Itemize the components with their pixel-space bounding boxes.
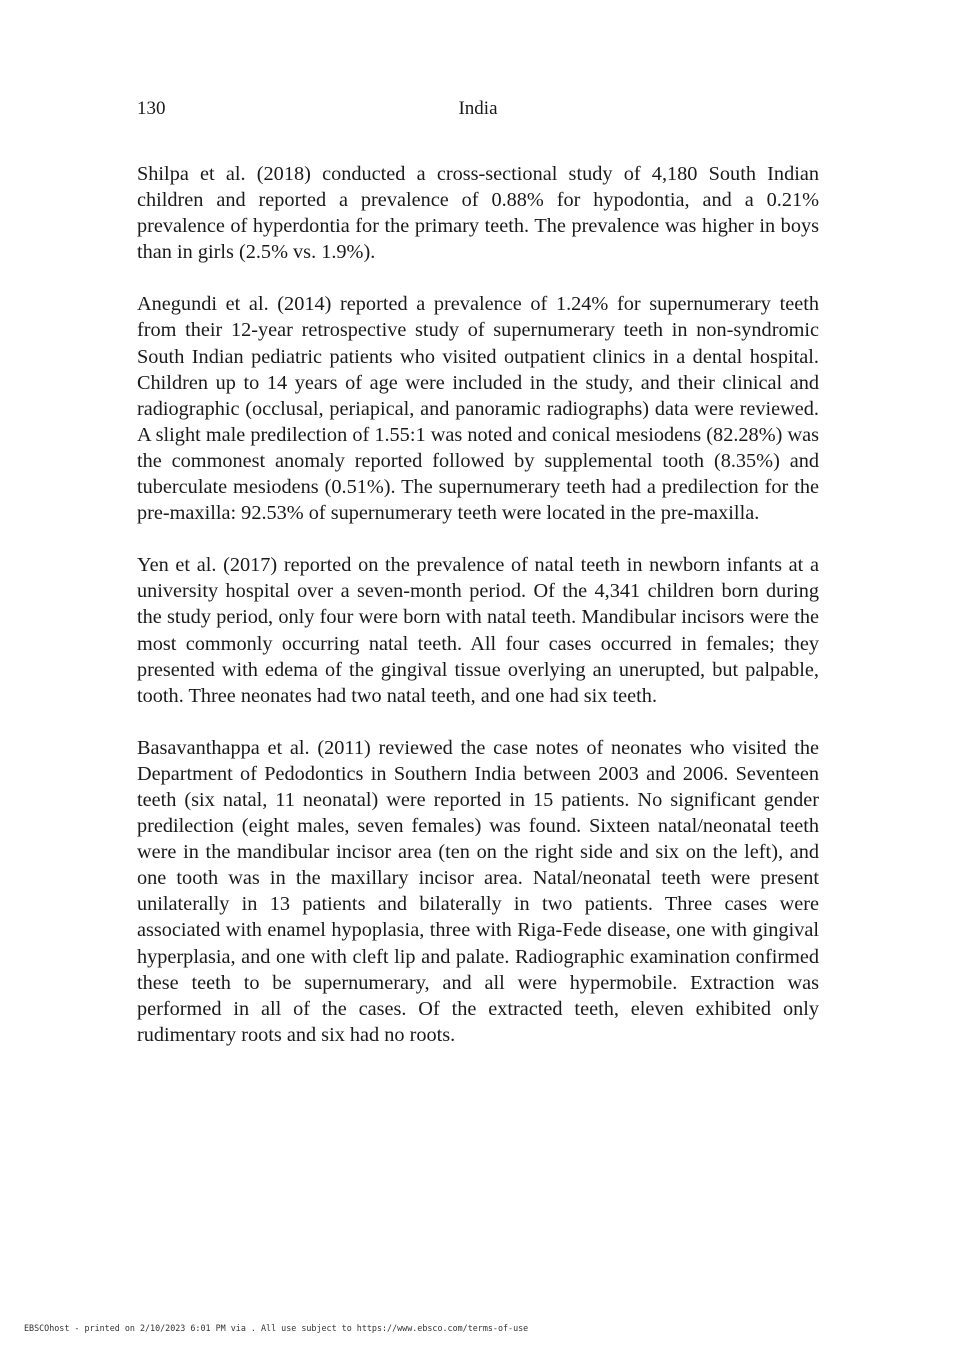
footer-note: EBSCOhost - printed on 2/10/2023 6:01 PM via . All use subject to https://www.ebsco.com/terms-of-use [24,1323,529,1333]
running-head: India [458,98,498,119]
page-header [137,96,819,122]
paragraph-yen: Yen et al. (2017) reported on the prevalence of natal teeth in newborn infants at a university hospital over a seven-month period. Of the 4,341 children born during the study period, only four were born with natal teeth. Mandibular incisors were the most commonly occurring natal teeth. All four cases occurred in females; they presented with edema of the gingival tissue overlying an unerupted, but palpable, tooth. Three neonates had two natal teeth, and one had six teeth. [137,554,819,707]
body-text [137,161,819,1074]
paragraph-basavanthappa: Basavanthappa et al. (2011) reviewed the case notes of neonates who visited the Department of Pedodontics in Southern India between 2003 and 2006. Seventeen teeth (six natal, 11 neonatal) were reported in 15 patients. No significant gender predilection (eight males, seven females) was found. Sixteen natal/neonatal teeth were in the mandibular incisor area (ten on the right side and six on the left), and one tooth was in the maxillary incisor area. Natal/neonatal teeth were present unilaterally in 13 patients and bilaterally in two patients. Three cases were associated with enamel hypoplasia, three with Riga-Fede disease, one with gingival hyperplasia, and one with cleft lip and palate. Radiographic examination confirmed these teeth to be supernumerary, and all were hypermobile. Extraction was performed in all of the cases. Of the extracted teeth, eleven exhibited only rudimentary roots and six had no roots. [137,736,819,1046]
paragraph-shilpa: Shilpa et al. (2018) conducted a cross-sectional study of 4,180 South Indian children and reported a prevalence of 0.88% for hypodontia, and a 0.21% prevalence of hyperdontia for the primary teeth. The prevalence was higher in boys than in girls (2.5% vs. 1.9%). [137,163,819,264]
page-number: 130 [137,98,166,119]
paragraph-anegundi: Anegundi et al. (2014) reported a prevalence of 1.24% for supernumerary teeth from their 12-year retrospective study of supernumerary teeth in non-syndromic South Indian pediatric patients who visited outpatient clinics in a dental hospital. Children up to 14 years of age were included in the study, and their clinical and radiographic (occlusal, periapical, and panoramic radiographs) data were reviewed. A slight male predilection of 1.55:1 was noted and conical mesiodens (82.28%) was the commonest anomaly reported followed by supplemental tooth (8.35%) and tuberculate mesiodens (0.51%). The supernumerary teeth had a predilection for the pre-maxilla: 92.53% of supernumerary teeth were located in the pre-maxilla. [137,293,819,525]
